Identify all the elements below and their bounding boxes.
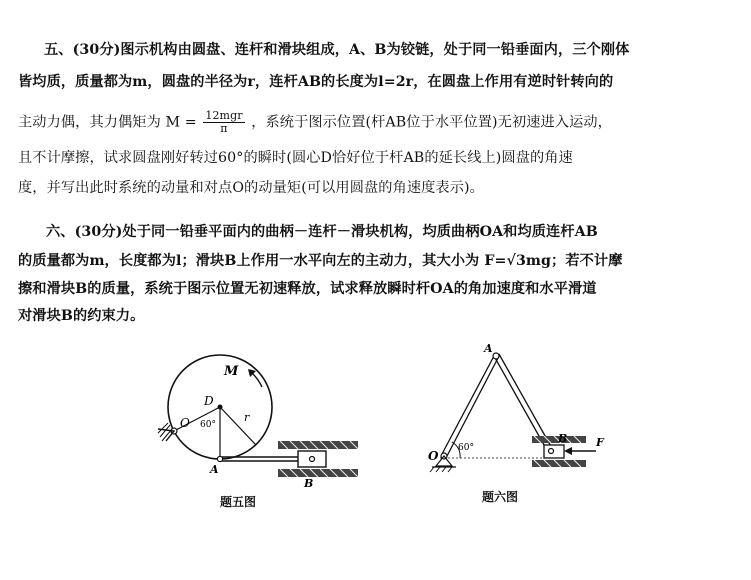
problem-5-line-3	[18, 110, 612, 135]
figure-5-diagram	[140, 345, 380, 495]
pin-B-icon	[549, 449, 554, 454]
label-60-degree: 60°	[458, 443, 474, 453]
moment-fraction	[203, 110, 244, 135]
problem-6-line-4: 对滑块B的约束力。	[18, 308, 145, 324]
force-F-arrowhead-icon	[564, 447, 572, 455]
radius-r	[220, 407, 256, 445]
rod-AB-right	[499, 354, 553, 450]
label-60-degree: 60°	[200, 420, 216, 430]
crank-OA-right	[447, 358, 498, 456]
problem-5-line-2: 皆均质，质量都为m，圆盘的半径为r，连杆AB的长度为l=2r，在圆盘上作用有逆时针转向的	[18, 74, 614, 90]
guide-top	[278, 441, 358, 449]
label-O: O	[428, 449, 439, 463]
label-A: A	[484, 342, 493, 355]
problem-5-line-1: 五、(30分)图示机构由圆盘、连杆和滑块组成，A、B为铰链，处于同一铅垂面内，三个刚体	[44, 42, 630, 58]
guide-bottom	[278, 469, 358, 477]
fraction-numerator: 12mgr	[205, 109, 243, 122]
problem-5-line-4: 且不计摩擦，试求圆盘刚好转过60°的瞬时(圆心D恰好位于杆AB的延长线上)圆盘的角速	[18, 150, 573, 166]
figure-5-caption: 题五图	[220, 495, 257, 509]
pin-A-icon	[217, 456, 222, 461]
figure-5	[140, 345, 380, 509]
label-B: B	[558, 432, 568, 445]
problem-5-line-3-post: ，系统于图示位置(杆AB位于水平位置)无初速进入运动，	[251, 114, 612, 131]
pin-B-icon	[310, 457, 315, 462]
center-D-dot	[218, 405, 223, 410]
figure-6-diagram	[420, 338, 620, 498]
figure-6-caption: 题六图	[482, 490, 519, 504]
label-O: O	[180, 416, 190, 430]
figure-6	[420, 338, 620, 504]
label-D: D	[204, 394, 214, 408]
label-B: B	[304, 477, 314, 490]
fraction-denominator: π	[220, 122, 228, 135]
problem-6-line-2: 的质量都为m，长度都为l；滑块B上作用一水平向左的主动力，其大小为 F=√3mg；若不计摩	[18, 253, 623, 269]
pin-A-icon	[493, 353, 499, 359]
problem-6-line-1: 六、(30分)处于同一铅垂平面内的曲柄－连杆－滑块机构，均质曲柄OA和均质连杆AB	[46, 224, 598, 240]
crank-OA-left	[442, 356, 494, 454]
problem-5-line-3-pre: 主动力偶，其力偶矩为 M =	[18, 114, 197, 131]
pin-O-hatch-icon	[158, 423, 172, 441]
label-A: A	[210, 463, 219, 476]
pin-O-hatch-icon	[430, 467, 452, 472]
problem-5-line-5: 度，并写出此时系统的动量和对点O的动量矩(可以用圆盘的角速度表示)。	[18, 180, 484, 196]
label-r: r	[244, 411, 250, 424]
problem-6-line-3: 擦和滑块B的质量，系统于图示位置无初速释放，试求释放瞬时杆OA的角加速度和水平滑道	[18, 281, 597, 297]
label-F: F	[596, 436, 604, 449]
label-M: M	[224, 364, 239, 379]
